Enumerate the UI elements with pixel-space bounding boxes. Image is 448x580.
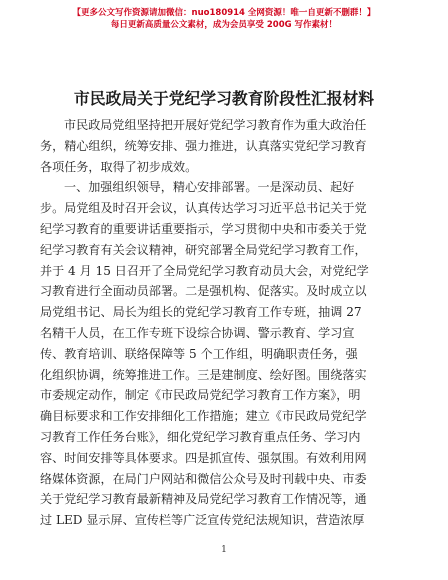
body-line: 关于党纪学习教育最新精神及局党纪学习教育工作情况等，通	[40, 492, 367, 507]
promo-banner-line-1: 【更多公文写作资源请加微信：nuo180914 全网资源！唯一自更新不删群！】	[72, 8, 376, 18]
body-line: 习教育工作任务台账》，细化党纪学习教育重点任务、学习内	[40, 429, 361, 444]
promo-banner	[0, 7, 448, 32]
body-line: 各项任务，取得了初步成效。	[40, 159, 198, 174]
body-line: 纪学习教育有关会议精神，研究部署全局党纪学习教育工作，	[40, 242, 367, 257]
body-line: 络媒体资源，在局门户网站和微信公众号及时刊载中央、市委	[40, 471, 367, 486]
body-line: 局党组书记、局长为组长的党纪学习教育工作专班，抽调 27	[40, 305, 362, 320]
body-line: 市民政局党组坚持把开展好党纪学习教育作为重大政治任	[64, 118, 367, 132]
body-line: 确目标要求和工作安排细化工作措施；建立《市民政局党纪学	[40, 409, 367, 424]
document-body	[40, 115, 408, 531]
body-line: 容、时间安排等具体要求。四是抓宣传、强氛围。有效利用网	[40, 450, 367, 465]
document-title: 市民政局关于党纪学习教育阶段性汇报材料	[73, 89, 375, 108]
body-line: 传、教育培训、联络保障等 5 个工作组，明确职责任务，强	[40, 346, 358, 361]
body-line: 市委规定动作，制定《市民政局党纪学习教育工作方案》，明	[40, 388, 361, 403]
body-line: 步。局党组及时召开会议，认真传达学习习近平总书记关于党	[40, 201, 367, 216]
body-line: 习教育进行全面动员部署。二是强机构、促落实。及时成立以	[40, 284, 367, 299]
body-line: 并于 4 月 15 日召开了全局党纪学习教育动员大会，对党纪学	[40, 263, 369, 278]
body-line: 务，精心组织，统筹安排、强力推进，认真落实党纪学习教育	[40, 138, 367, 153]
body-line: 化组织协调，统筹推进工作。三是建制度、绘好图。围绕落实	[40, 367, 367, 382]
body-line: 名精干人员，在工作专班下设综合协调、警示教育、学习宣	[40, 325, 355, 340]
body-line: 纪学习教育的重要讲话重要指示，学习贯彻中央和市委关于党	[40, 221, 367, 236]
body-line: 过 LED 显示屏、宣传栏等广泛宣传党纪法规知识，营造浓厚	[40, 513, 365, 528]
page-number: 1	[221, 545, 227, 555]
promo-banner-line-2: 每日更新高质量公文素材，成为会员享受 200G 写作素材！	[110, 20, 338, 30]
body-line: 一、加强组织领导，精心安排部署。一是深动员、起好	[64, 180, 355, 195]
